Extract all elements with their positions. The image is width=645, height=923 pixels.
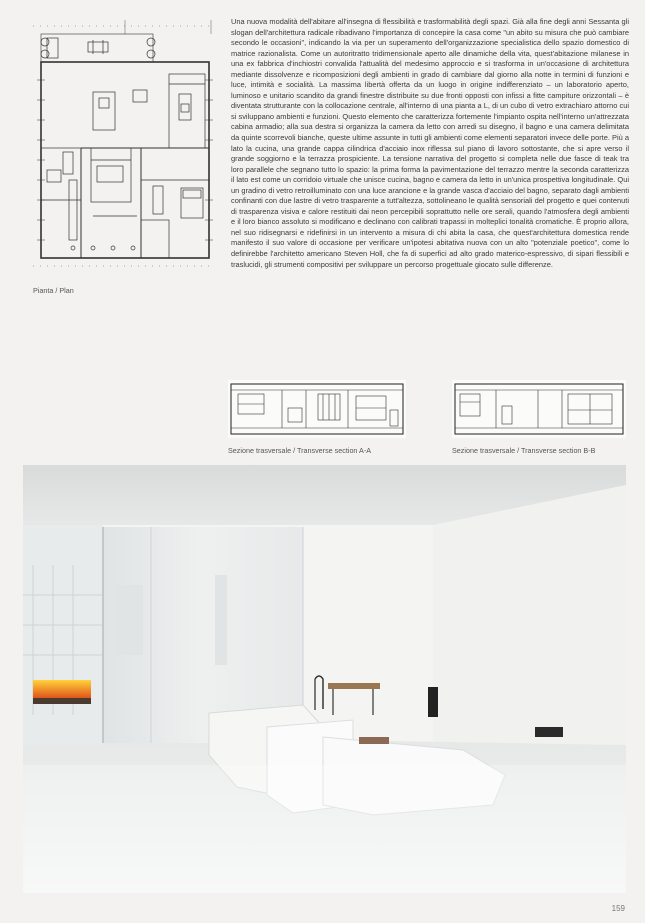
floor-plan-drawing	[33, 20, 215, 272]
section-b-b-drawing	[452, 380, 626, 438]
page-number: 159	[611, 904, 625, 913]
section-a-a-drawing	[228, 380, 406, 438]
section-b-caption: Sezione trasversale / Transverse section B-B	[452, 446, 596, 455]
article-body-text: Una nuova modalità dell'abitare all'insegna di flessibilità e trasformabilità degli spazi. Già alla fine degli anni Sessanta gli slogan dell'architettura radicale ribadivano l'importanza di concepire la casa come "un abito su misura che può cambiare secondo le occasioni", indicando la via per un superamento dell'organizzazione specialistica dello spazio domestico di matrice razionalista. Come un autoritratto tridimensionale aperto alle dinamiche della vita, quest'abitazione milanese in una ex fabbrica d'inchiostri convalida l'attualità del medesimo approccio e si trasforma in un'occasione di architettura mediante dissolvenze e ricomposizioni degli ambienti in grado di cambiare dal giorno alla notte in termini di funzioni e luce, intimità e socialità. La massima libertà offerta da un luogo in origine indifferenziato – un laboratorio aperto, luminoso e unitario scandito da grandi finestre distribuite su due fronti opposti con infissi a fitte campiture orizzontali – è diventata strutturante con la collocazione centrale, all'interno di una pianta a L, di un cubo di vetro extrachiaro attorno cui si sviluppano ambienti e funzioni. Questo elemento che caratterizza fortemente l'impianto ospita nell'interno un'attrezzata cabina armadio; alla sua destra si organizza la camera da letto con arredi su disegno, il bagno e una camera delimitata da quinte scorrevoli bianche, queste ultime assunte in tutti gli ambienti come elementi separatori invece delle porte. Più a lato la cucina, una grande cappa cilindrica d'acciaio inox riflessa sul piano di lavoro sottostante, che si apre verso il grande soggiorno e la terrazza prospiciente. La tensione narrativa del progetto si completa nelle due fasce di teak tra loro parallele che segnano tutto lo spazio: la prima forma la pavimentazione del terrazzo mentre la seconda caratterizza il lato est come un corridoio virtuale che unisce cucina, bagno e camera da letto in un'unica prospettiva longitudinale. Qui un gradino di vetro retroilluminato con una luce arancione e la grande vasca d'acciaio del bagno, separato dagli ambienti confinanti con due lastre di vetro trasparente a tutt'altezza, sottolineano le qualità sensoriali del progetto e quei contenuti di trasparenza visiva e calore restituiti dai neon percepibili soprattutto nelle ore serali, quando l'atmosfera degli ambienti e il loro bianco assoluto si modificano e declinano con calibrati trapassi in molteplici tonalità cromatiche. È proprio allora, nel suo ridisegnarsi e ridefinirsi in un intervento a misura di chi abita la casa, che quest'architettura domestica rende manifesto il suo valore di occasione per verificare un'ipotesi abitativa nuova con un alto "potenziale poetico", come lo definirebbe l'architetto americano Steven Holl, che fa di superfici ad alto grado materico-espressivo, di sipari flessibili e traslucidi, gli strumenti compositivi per sviluppare un percorso progettuale giocato sulle differenze.	[231, 17, 629, 269]
interior-photo	[23, 465, 626, 893]
plan-caption: Pianta / Plan	[33, 286, 74, 295]
section-a-caption: Sezione trasversale / Transverse section A-A	[228, 446, 372, 455]
